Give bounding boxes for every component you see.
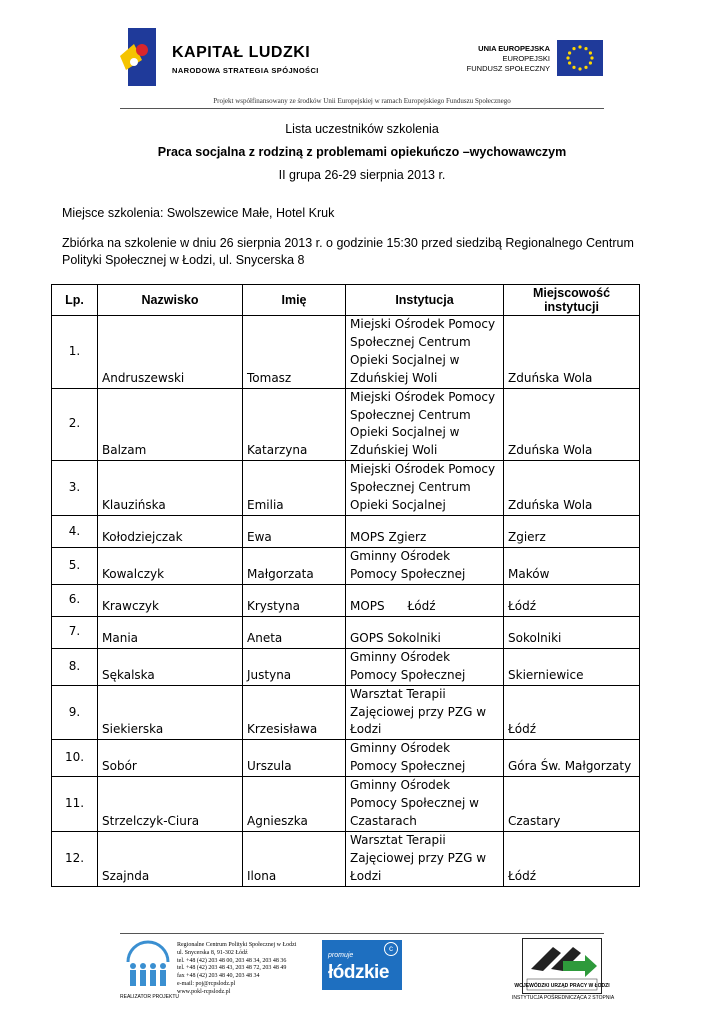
meeting-info: Zbiórka na szkolenie w dniu 26 sierpnia 2013 r. o godzinie 15:30 przed siedzibą Regionalnego Centrum Polityki Społecznej w Łodzi, ul. Snycerska 8: [62, 236, 634, 267]
row-city: Skierniewice: [504, 648, 640, 685]
row-firstname: Agnieszka: [243, 777, 346, 832]
row-city: Łódź: [504, 685, 640, 740]
rcps-line: e-mail: poj@rcpslodz.pl: [177, 980, 236, 987]
row-number: 1.: [52, 316, 98, 389]
row-institution: Miejski Ośrodek Pomocy Społecznej Centrum Opieki Socjalnej w Zduńskiej Woli: [346, 388, 504, 461]
brand-title: KAPITAŁ LUDZKI: [172, 44, 311, 61]
rcps-line: fax +48 (42) 203 48 40, 203 48 34: [177, 973, 260, 980]
table-row: [52, 648, 640, 685]
row-firstname: Ilona: [243, 831, 346, 886]
row-firstname: Katarzyna: [243, 388, 346, 461]
rcps-contact: [177, 942, 296, 997]
row-institution: GOPS Sokolniki: [346, 616, 504, 648]
table-row: [52, 316, 640, 389]
row-firstname: Krzesisława: [243, 685, 346, 740]
header-institution: Instytucja: [346, 285, 504, 316]
row-number: 6.: [52, 584, 98, 616]
row-firstname: Justyna: [243, 648, 346, 685]
eu-line-1: UNIA EUROPEJSKA: [478, 44, 550, 53]
footer-divider: [120, 933, 604, 934]
training-place: Miejsce szkolenia: Swolszewice Małe, Hotel Kruk: [62, 206, 335, 220]
row-institution: MOPS Łódź: [346, 584, 504, 616]
row-number: 12.: [52, 831, 98, 886]
row-institution: Warsztat Terapii Zajęciowej przy PZG w Łodzi: [346, 685, 504, 740]
course-title: Praca socjalna z rodziną z problemami opiekuńczo –wychowawczym: [157, 145, 567, 159]
row-number: 11.: [52, 777, 98, 832]
row-firstname: Ewa: [243, 515, 346, 547]
table-row: [52, 831, 640, 886]
kapital-ludzki-logo: [120, 26, 160, 88]
row-city: Maków: [504, 547, 640, 584]
row-surname: Siekierska: [98, 685, 243, 740]
brand-subtitle: NARODOWA STRATEGIA SPÓJNOŚCI: [172, 66, 319, 75]
rcps-caption: REALIZATOR PROJEKTU: [120, 994, 179, 1000]
row-institution: Miejski Ośrodek Pomocy Społecznej Centrum Opieki Socjalnej: [346, 461, 504, 516]
row-surname: Mania: [98, 616, 243, 648]
row-city: Sokolniki: [504, 616, 640, 648]
row-surname: Andruszewski: [98, 316, 243, 389]
row-institution: Warsztat Terapii Zajęciowej przy PZG w Łodzi: [346, 831, 504, 886]
row-city: Łódź: [504, 831, 640, 886]
rcps-line: tel. +48 (42) 203 48 43, 203 48 72, 203 48 49: [177, 965, 287, 972]
eu-flag-icon: [557, 40, 603, 76]
rcps-line: tel. +48 (42) 203 48 00, 203 48 34, 203 48 36: [177, 957, 287, 964]
row-number: 10.: [52, 740, 98, 777]
group-dates: II grupa 26-29 sierpnia 2013 r.: [278, 168, 446, 182]
row-number: 7.: [52, 616, 98, 648]
header-city: Miejscowość instytucji: [504, 285, 640, 316]
document-title: Lista uczestników szkolenia: [285, 122, 439, 136]
eu-line-3: FUNDUSZ SPOŁECZNY: [466, 64, 550, 73]
row-firstname: Tomasz: [243, 316, 346, 389]
eu-line-2: EUROPEJSKI: [502, 54, 550, 63]
row-surname: Strzelczyk-Ciura: [98, 777, 243, 832]
header-lp: Lp.: [52, 285, 98, 316]
row-number: 5.: [52, 547, 98, 584]
row-number: 4.: [52, 515, 98, 547]
page-header: [0, 0, 724, 115]
row-firstname: Krystyna: [243, 584, 346, 616]
promo-big: łódzkie: [328, 962, 389, 983]
row-surname: Krawczyk: [98, 584, 243, 616]
row-institution: Miejski Ośrodek Pomocy Społecznej Centrum Opieki Socjalnej w Zduńskiej Woli: [346, 316, 504, 389]
row-city: Zduńska Wola: [504, 388, 640, 461]
row-firstname: Małgorzata: [243, 547, 346, 584]
row-city: Łódź: [504, 584, 640, 616]
row-surname: Szajnda: [98, 831, 243, 886]
row-surname: Sękalska: [98, 648, 243, 685]
row-number: 3.: [52, 461, 98, 516]
row-number: 2.: [52, 388, 98, 461]
table-row: [52, 685, 640, 740]
row-city: Czastary: [504, 777, 640, 832]
rcps-line: www.pokl-rcpslodz.pl: [177, 988, 231, 995]
wup-logo-text: WOJEWÓDZKI URZĄD PRACY W ŁODZI: [514, 983, 610, 989]
row-city: Góra Św. Małgorzaty: [504, 740, 640, 777]
header-surname: Nazwisko: [98, 285, 243, 316]
row-institution: Gminny Ośrodek Pomocy Społecznej: [346, 648, 504, 685]
table-row: [52, 616, 640, 648]
row-city: Zduńska Wola: [504, 316, 640, 389]
header-divider: [120, 108, 604, 109]
row-surname: Kołodziejczak: [98, 515, 243, 547]
row-city: Zduńska Wola: [504, 461, 640, 516]
table-row: [52, 777, 640, 832]
rcps-people-logo: [124, 940, 172, 990]
row-firstname: Aneta: [243, 616, 346, 648]
row-city: Zgierz: [504, 515, 640, 547]
header-firstname: Imię: [243, 285, 346, 316]
wup-logo: [514, 938, 610, 994]
table-row: [52, 547, 640, 584]
row-surname: Klauzińska: [98, 461, 243, 516]
row-surname: Sobór: [98, 740, 243, 777]
row-institution: Gminny Ośrodek Pomocy Społecznej: [346, 547, 504, 584]
wup-arrow-icon: [514, 939, 610, 993]
promo-small: promuje: [328, 952, 354, 959]
rcps-line: ul. Snycerska 8, 91-302 Łódź: [177, 949, 248, 956]
table-row: [52, 388, 640, 461]
row-number: 8.: [52, 648, 98, 685]
participants-table: [51, 284, 640, 887]
copyright-icon: c: [384, 942, 398, 956]
row-firstname: Urszula: [243, 740, 346, 777]
cofinance-note: Projekt współfinansowany ze środków Unii Europejskiej w ramach Europejskiego Funduszu Społecznego: [213, 97, 511, 105]
table-row: [52, 584, 640, 616]
row-institution: MOPS Zgierz: [346, 515, 504, 547]
row-institution: Gminny Ośrodek Pomocy Społecznej w Czastarach: [346, 777, 504, 832]
wup-caption: INSTYTUCJA POŚREDNICZĄCA 2 STOPNIA: [512, 995, 615, 1001]
promuje-lodzkie-logo: [322, 940, 402, 990]
rcps-line: Regionalne Centrum Polityki Społecznej w Łodzi: [177, 942, 297, 948]
table-row: [52, 461, 640, 516]
table-row: [52, 740, 640, 777]
table-row: [52, 515, 640, 547]
row-surname: Kowalczyk: [98, 547, 243, 584]
row-firstname: Emilia: [243, 461, 346, 516]
row-institution: Gminny Ośrodek Pomocy Społecznej: [346, 740, 504, 777]
row-surname: Balzam: [98, 388, 243, 461]
table-header-row: [52, 285, 640, 316]
eu-label: [458, 44, 550, 74]
row-number: 9.: [52, 685, 98, 740]
